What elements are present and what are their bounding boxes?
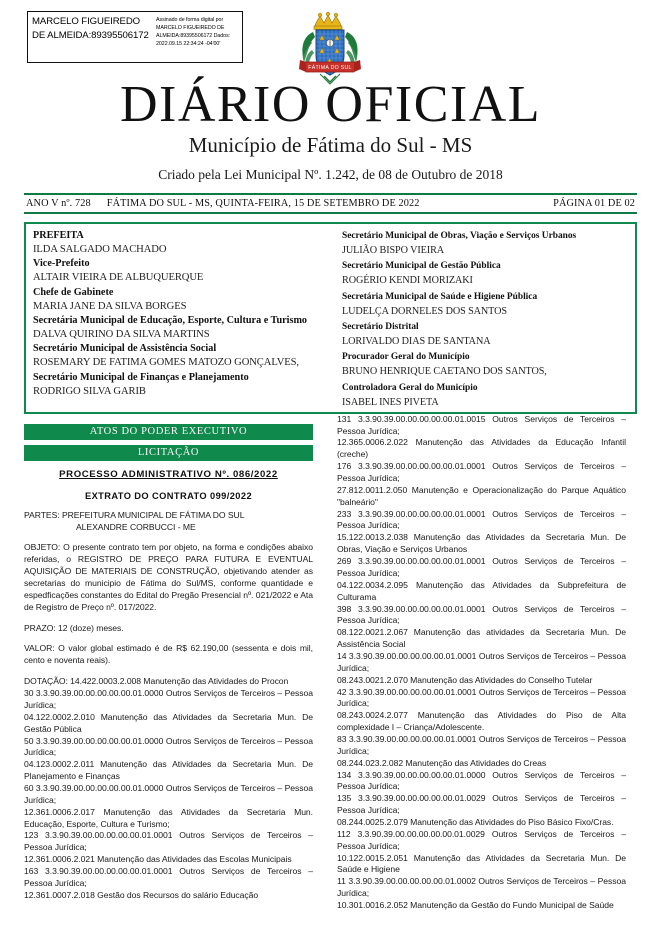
official-role: Procurador Geral do Município [342,352,470,363]
official-name: JULIÃO BISPO VIEIRA [342,244,445,256]
budget-line: 27.812.0011.2.050 Manutenção e Operacionalização do Parque Aquático "balneário" [337,484,626,507]
official-role: Controladora Geral do Município [342,382,478,393]
budget-line: 60 3.3.90.39.00.00.00.00.00.01.0000 Outros Serviços de Terceiros – Pessoa Jurídica; [24,782,313,805]
official-role: Secretário Municipal de Assistência Social [33,343,217,355]
budget-line: 11 3.3.90.39.00.00.00.00.00.01.0002 Outros Serviços de Terceiros – Pessoa Jurídica; [337,876,626,899]
banner-atos-wrap [24,424,313,440]
official-name: LUDELÇA DORNELES DOS SANTOS [342,305,507,317]
page-number: PÁGINA 01 DE 02 [553,197,635,209]
budget-line: 83 3.3.90.39.00.00.00.00.00.01.0001 Outros Serviços de Terceiros – Pessoa Jurídica; [337,733,626,756]
official-role: PREFEITA [33,229,84,241]
budget-line: 50 3.3.90.39.00.00.00.00.00.01.0000 Outros Serviços de Terceiros – Pessoa Jurídica; [24,735,313,758]
official-name: ISABEL INES PIVETA [342,396,439,408]
budget-line: 42 3.3.90.39.00.00.00.00.00.01.0001 Outros Serviços de Terceiros – Pessoa Jurídica; [337,686,626,709]
partes-line-1: PARTES: PREFEITURA MUNICIPAL DE FÁTIMA DO SUL [24,509,245,520]
valor-paragraph: VALOR: O valor global estimado é de R$ 62.190,00 (sessenta e dois mil, cento e noventa reais). [24,643,313,666]
budget-line: 04.122.0002.2.010 Manutenção das Atividades da Secretaria Mun. De Gestão Pública [24,711,313,734]
content-columns [24,414,637,912]
content-column-left [24,414,313,912]
official-role: Vice-Prefeito [33,258,90,270]
official-role: Chefe de Gabinete [33,286,114,298]
officials-column-left [33,229,332,408]
masthead-law-line: Criado pela Lei Municipal Nº. 1.242, de 08 de Outubro de 2018 [158,167,503,183]
budget-line: 10.301.0016.2.052 Manutenção da Gestão do Fundo Municipal de Saúde [337,899,614,910]
official-name: ILDA SALGADO MACHADO [33,243,167,255]
budget-line: 135 3.3.90.39.00.00.00.00.00.01.0029 Outros Serviços de Terceiros – Pessoa Jurídica; [337,793,626,816]
budget-line: 131 3.3.90.39.00.00.00.00.00.01.0015 Outros Serviços de Terceiros – Pessoa Jurídica; [337,413,626,436]
official-role: Secretário Distrital [342,321,419,332]
official-name: ROSEMARY DE FATIMA GOMES MATOZO GONÇALVES, [33,357,299,369]
official-role: Secretário Municipal de Gestão Pública [342,261,501,272]
objeto-paragraph: OBJETO: O presente contrato tem por objeto, na forma e condições abaixo referidas, o REGISTRO DE PREÇO PARA FUTURA E EVENTUAL AQUISIÇÃO DE MATERIAIS DE CONSTRUÇÃO, objetivando atender as secretarias do municipio de Fátima do Sul/MS, conforme quantidade e espedficações constantes do Edital do Pregão Presencial nº. 021/2022 e Ata de Registro de Preço nº. 017/2022. [24,542,313,612]
official-name: ROGÉRIO KENDI MORIZAKI [342,275,473,287]
official-role: Secretária Municipal de Saúde e Higiene Pública [342,291,538,302]
masthead-subtitle: Município de Fátima do Sul - MS [188,132,473,157]
issue-year-number: ANO V nº. 728 [26,197,91,209]
budget-line: 30 3.3.90.39.00.00.00.00.00.01.0000 Outros Serviços de Terceiros – Pessoa Jurídica; [24,688,313,710]
budget-line: 112 3.3.90.39.00.00.00.00.00.01.0029 Outros Serviços de Terceiros – Pessoa Jurídica; [337,828,626,851]
signature-name: MARCELO FIGUEIREDO DE ALMEIDA:89395506172 [32,16,149,41]
budget-line: 08.244.023.2.082 Manutenção das Atividades do Creas [337,757,547,768]
partes-line-2: ALEXANDRE CORBUCCI - ME [76,521,196,532]
official-name: ALTAIR VIEIRA DE ALBUQUERQUE [33,272,204,284]
official-name: LORIVALDO DIAS DE SANTANA [342,336,491,348]
budget-line: 15.122.0013.2.038 Manutenção das Atividades da Secretaria Mun. De Obras, Viação e Serviços Urbanos [337,532,626,555]
budget-line: 10.122.0015.2.051 Manutenção das Atividades da Secretaria Mun. De Saúde e Higiene [337,852,626,875]
budget-list-right [337,414,626,912]
official-role: Secretário Municipal de Finanças e Planejamento [33,371,249,383]
officials-column-right [332,229,631,408]
digital-signature-box [27,11,243,63]
official-role: Secretário Municipal de Obras, Viação e Serviços Urbanos [342,230,577,241]
prazo-line: PRAZO: 12 (doze) meses. [24,622,124,633]
official-name: DALVA QUIRINO DA SILVA MARTINS [33,328,210,340]
banner-licitacao: LICITAÇÃO [24,445,313,461]
coat-of-arms-icon [296,10,364,88]
official-role: Secretária Municipal de Educação, Esporte, Cultura e Turismo [33,314,308,326]
dotacao-head: DOTAÇÃO: 14.422.0003.2.008 Manutenção das Atividades do Procon [24,676,289,687]
budget-line: 04.122.0034.2.095 Manutenção das Atividades da Subprefeitura de Culturama [337,579,626,602]
budget-line: 14 3.3.90.39.00.00.00.00.00.01.0001 Outros Serviços de Terceiros – Pessoa Jurídica; [337,650,626,673]
budget-line: 163 3.3.90.39.00.00.00.00.00.01.0001 Outros Serviços de Terceiros – Pessoa Jurídica; [24,865,313,888]
processo-administrativo-title: PROCESSO ADMINISTRATIVO Nº. 086/2022 [59,468,278,480]
official-name: MARIA JANE DA SILVA BORGES [33,300,187,312]
budget-line: 398 3.3.90.39.00.00.00.00.00.01.0001 Outros Serviços de Terceiros – Pessoa Jurídica; [337,603,626,626]
official-name: RODRIGO SILVA GARIB [33,385,146,397]
budget-line: 08.243.0024.2.077 Manutenção das Atividades do Piso de Alta complexidade I – Criança/Adolescente. [337,710,626,733]
issue-info-bar [24,193,637,214]
budget-line: 08.243.0021.2.070 Manutenção das Atividades do Conselho Tutelar [337,674,593,685]
budget-line: 233 3.3.90.39.00.00.00.00.00.01.0001 Outros Serviços de Terceiros – Pessoa Jurídica; [337,508,626,531]
extrato-contrato-title: EXTRATO DO CONTRATO 099/2022 [84,490,253,501]
budget-line: 269 3.3.90.39.00.00.00.00.00.01.0001 Outros Serviços de Terceiros – Pessoa Jurídica; [337,556,626,578]
content-column-right [337,414,626,912]
budget-line: 134 3.3.90.39.00.00.00.00.00.01.0000 Outros Serviços de Terceiros – Pessoa Jurídica; [337,769,626,792]
officials-box [24,222,637,414]
signature-detail: Assinado de forma digital por MARCELO FIGUEIREDO DE ALMEIDA:89395506172 Dados: 2022.09.15 22:34:24 -04'00' [156,17,231,47]
budget-line: 12.365.0006.2.022 Manutenção das Atividades da Educação Infantil (creche) [337,437,626,460]
banner-licitacao-wrap [24,445,313,461]
svg-text:FÁTIMA DO SUL: FÁTIMA DO SUL [308,65,352,71]
page-title: DIÁRIO OFICIAL [119,76,542,133]
budget-line: 04.123.0002.2.011 Manutenção das Atividades da Secretaria Mun. De Planejamento e Finanças [24,759,313,782]
budget-line: 12.361.0007.2.018 Gestão dos Recursos do salário Educação [24,889,259,900]
budget-line: 08.244.0025.2.079 Manutenção das Atividades do Piso Básico Fixo/Cras. [337,816,614,827]
budget-line: 176 3.3.90.39.00.00.00.00.00.01.0001 Outros Serviços de Terceiros – Pessoa Jurídica; [337,461,626,484]
budget-line: 08.122.0021.2.067 Manutenção das atividades da Secretaria Mun. De Assistência Social [337,627,626,650]
banner-atos-poder-executivo: ATOS DO PODER EXECUTIVO [24,424,313,440]
budget-line: 123 3.3.90.39.00.00.00.00.00.01.0001 Outros Serviços de Terceiros – Pessoa Jurídica; [24,830,313,853]
budget-line: 12.361.0006.2.017 Manutenção das Atividades da Secretaria Mun. Educação, Esporte, Cultura e Turismo; [24,806,313,829]
official-name: BRUNO HENRIQUE CAETANO DOS SANTOS, [342,366,547,378]
issue-place-date: FÁTIMA DO SUL - MS, QUINTA-FEIRA, 15 DE SETEMBRO DE 2022 [106,197,420,209]
budget-line: 12.361.0006.2.021 Manutenção das Atividades das Escolas Municipais [24,854,292,865]
